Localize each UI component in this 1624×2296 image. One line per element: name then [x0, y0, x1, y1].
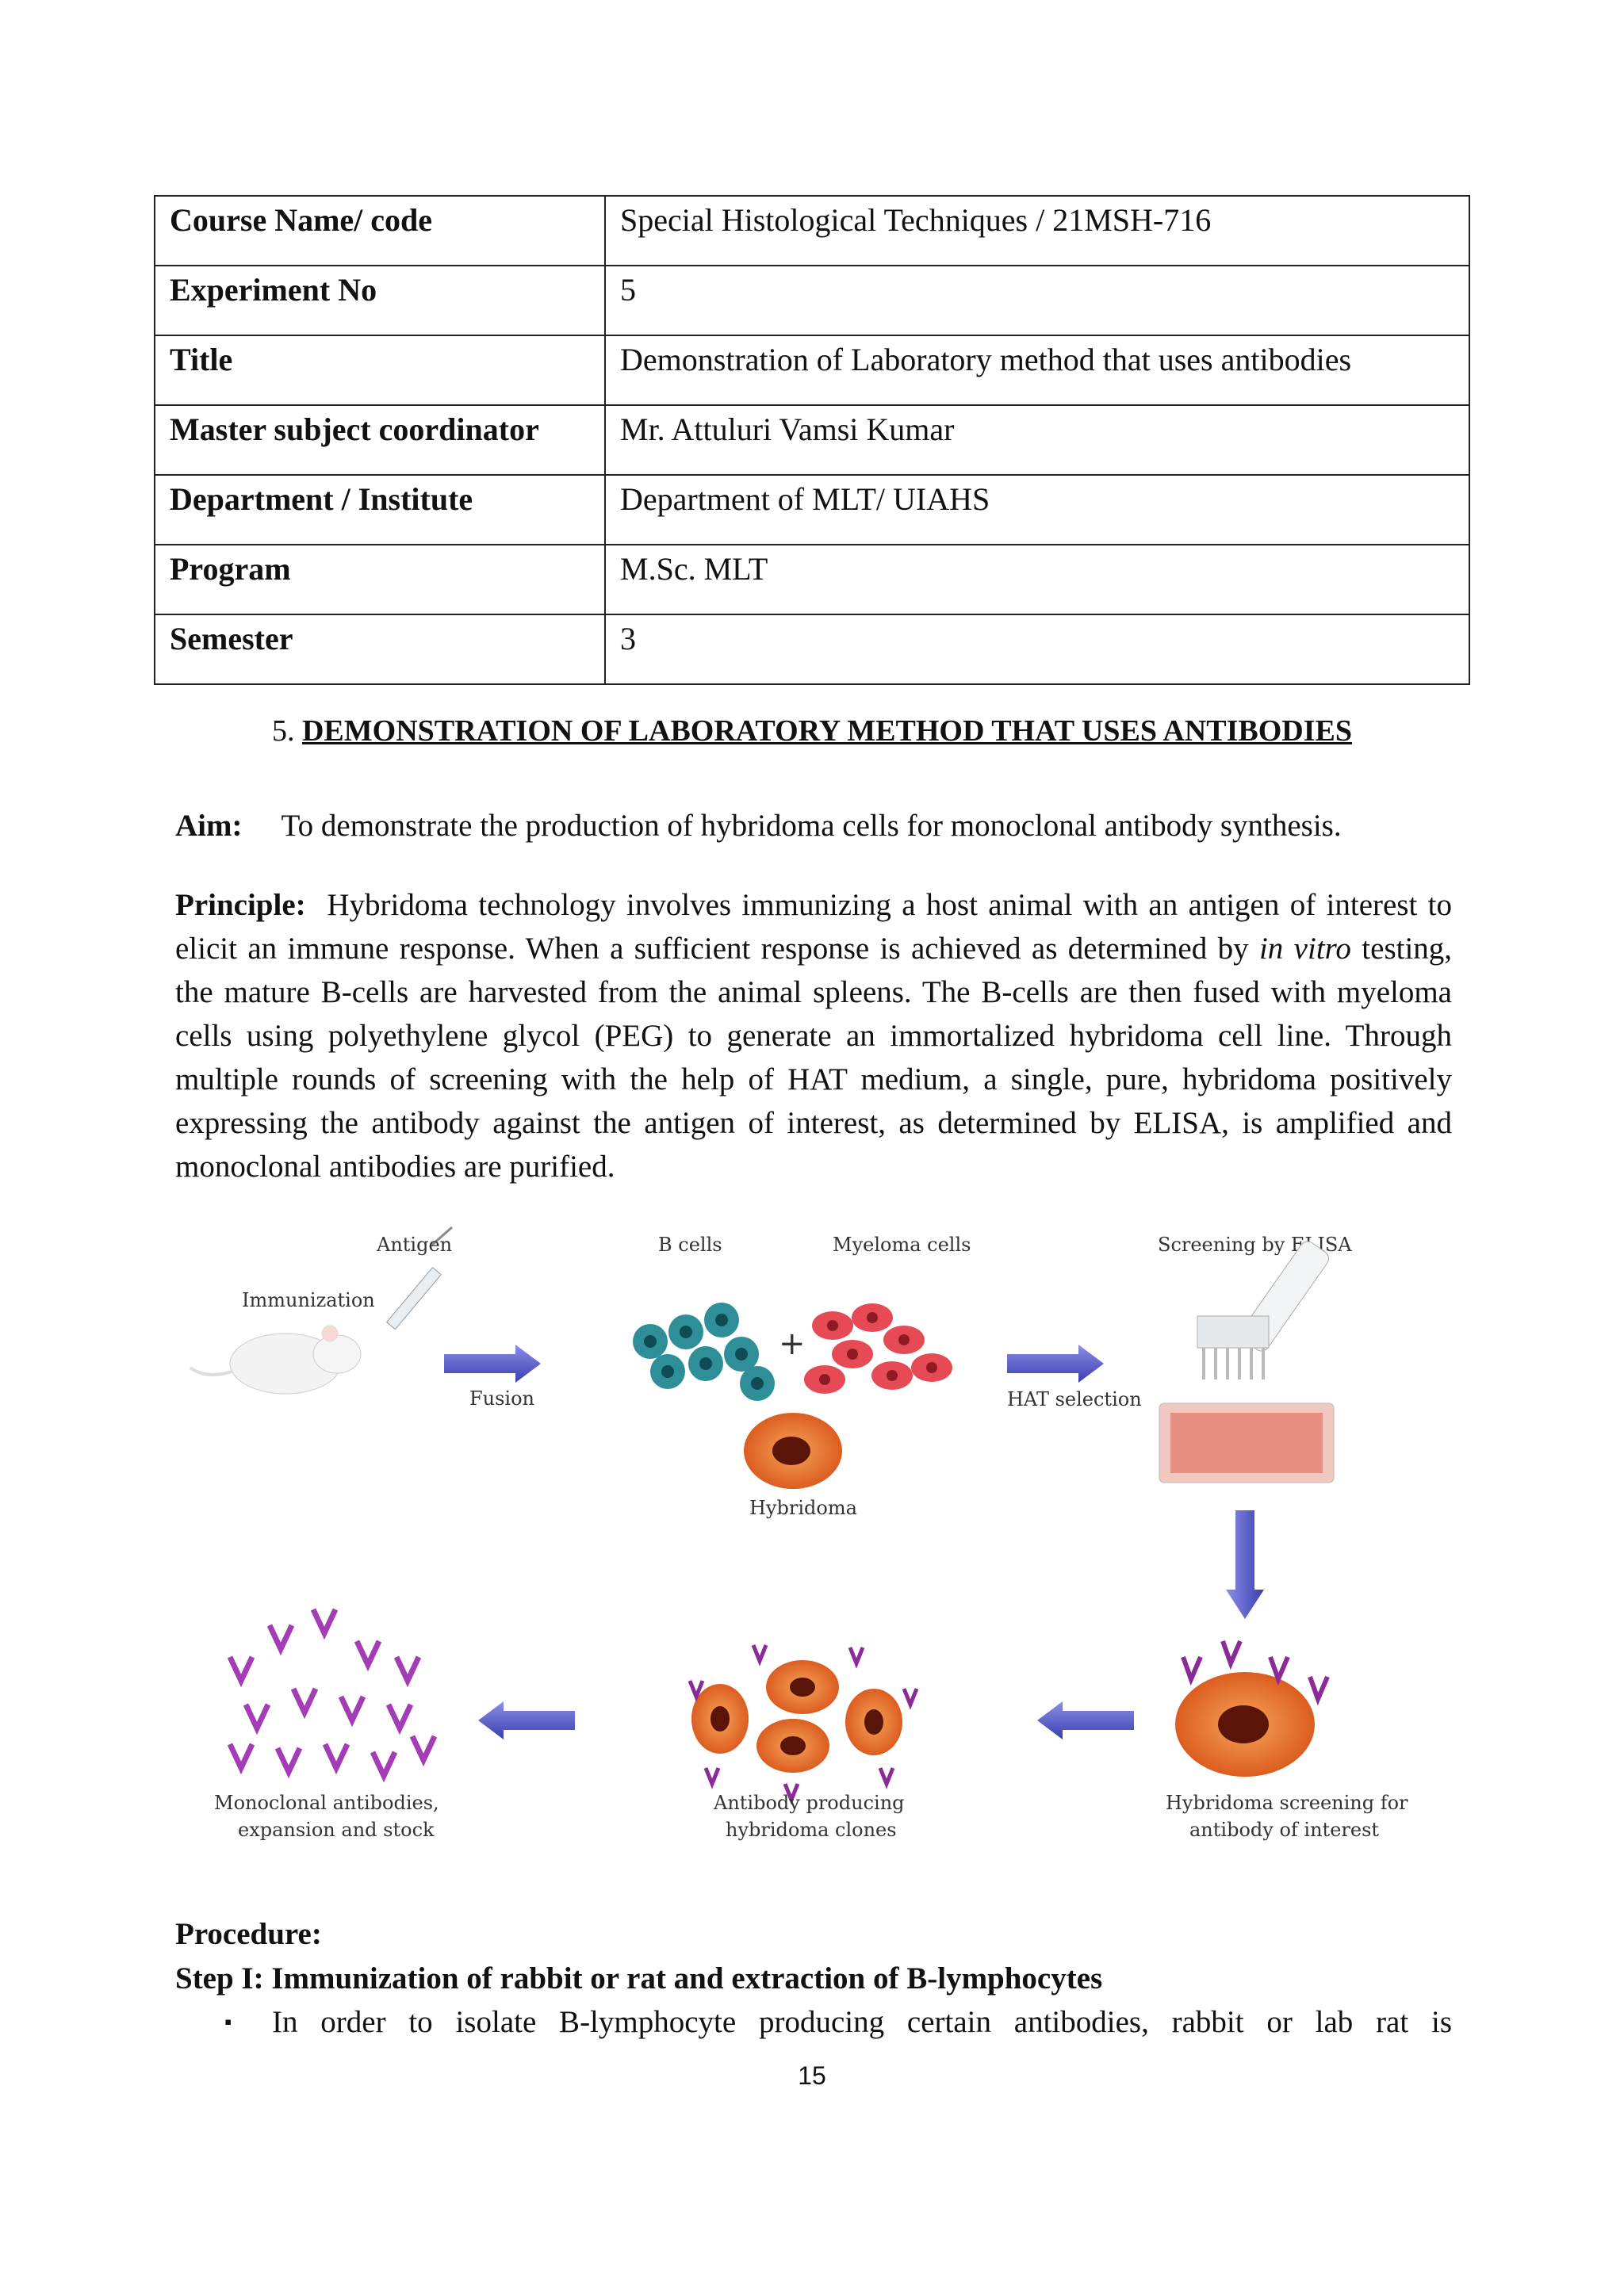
monoclonal-line2: expansion and stock — [238, 1819, 435, 1841]
immunization-label: Immunization — [242, 1289, 375, 1311]
b-cells-label: B cells — [658, 1234, 722, 1256]
principle-paragraph — [175, 883, 1452, 1188]
bullet-text: In order to isolate B-lymphocyte producing certain antibodies, rabbit or lab rat is — [272, 2005, 1452, 2039]
aim-paragraph — [175, 804, 1452, 848]
procedure-block — [175, 1912, 1102, 2001]
row-value: Special Histological Techniques / 21MSH-716 — [605, 196, 1469, 266]
row-value: Demonstration of Laboratory method that uses antibodies — [605, 335, 1469, 405]
arrow-down — [1226, 1510, 1264, 1619]
hat-selection-label: HAT selection — [1007, 1388, 1142, 1410]
plus-sign: + — [779, 1326, 806, 1362]
table-row — [155, 335, 1469, 405]
monoclonal-antibodies-icon — [230, 1609, 435, 1776]
monoclonal-line1: Monoclonal antibodies, — [214, 1792, 439, 1814]
row-label: Program — [155, 545, 605, 614]
section-heading — [0, 714, 1624, 748]
row-value: Mr. Attuluri Vamsi Kumar — [605, 405, 1469, 475]
hybridoma-screening-line2: antibody of interest — [1189, 1819, 1380, 1841]
hybridoma-clones-icon — [690, 1645, 917, 1800]
principle-label: Principle: — [175, 888, 306, 922]
b-cells-icon — [633, 1303, 775, 1401]
row-label: Course Name/ code — [155, 196, 605, 266]
principle-text-b: testing, the mature B-cells are harvested from the animal spleens. The B-cells are then fused with myeloma cells using polyethylene glycol (PEG) to generate an immortalized hybridoma cell line. Through multiple rounds of screening with the help of HAT medium, a single, pure, hybridoma positively expressing the antibody against the antigen of interest, as determined by ELISA, is amplified and monoclonal antibodies are purified. — [175, 932, 1453, 1184]
table-row — [155, 614, 1469, 684]
hybridoma-diagram — [182, 1213, 1451, 1871]
fusion-label: Fusion — [469, 1387, 535, 1410]
arrow-hat — [1007, 1345, 1104, 1383]
hybridoma-label: Hybridoma — [749, 1497, 857, 1519]
aim-text: To demonstrate the production of hybridoma cells for monoclonal antibody synthesis. — [281, 809, 1342, 843]
procedure-label: Procedure: — [175, 1917, 322, 1951]
pipette-icon — [1197, 1238, 1331, 1380]
table-row — [155, 545, 1469, 614]
table-row — [155, 405, 1469, 475]
arrow-fusion — [444, 1345, 541, 1383]
row-label: Master subject coordinator — [155, 405, 605, 475]
hybridoma-cell-icon — [744, 1413, 842, 1489]
arrow-left-1 — [1037, 1701, 1134, 1739]
aim-label: Aim: — [175, 809, 243, 843]
mouse-icon — [190, 1326, 361, 1394]
elisa-plate-icon — [1159, 1403, 1334, 1483]
row-value: 3 — [605, 614, 1469, 684]
page-number: 15 — [798, 2061, 826, 2090]
principle-text-a: Hybridoma technology involves immunizing a host animal with an antigen of interest to elicit an immune response. When a sufficient response is achieved as determined by — [175, 888, 1452, 966]
row-value: 5 — [605, 266, 1469, 335]
section-number: 5. — [271, 714, 295, 748]
clones-line1: Antibody producing — [714, 1792, 905, 1814]
antigen-label: Antigen — [377, 1234, 453, 1256]
screening-elisa-label: Screening by ELISA — [1158, 1234, 1352, 1256]
bullet-mark: ▪ — [224, 2011, 232, 2034]
row-label: Department / Institute — [155, 475, 605, 545]
row-value: Department of MLT/ UIAHS — [605, 475, 1469, 545]
row-label: Semester — [155, 614, 605, 684]
table-row — [155, 475, 1469, 545]
hybridoma-screening-line1: Hybridoma screening for — [1166, 1792, 1408, 1814]
clones-line2: hybridoma clones — [726, 1819, 897, 1841]
row-value: M.Sc. MLT — [605, 545, 1469, 614]
myeloma-cells-icon — [804, 1303, 952, 1394]
step1-heading: Step I: Immunization of rabbit or rat and extraction of B-lymphocytes — [175, 1961, 1103, 1996]
arrow-left-2 — [478, 1701, 575, 1739]
table-row — [155, 266, 1469, 335]
row-label: Title — [155, 335, 605, 405]
principle-italic: in vitro — [1258, 932, 1351, 966]
myeloma-cells-label: Myeloma cells — [833, 1234, 971, 1256]
row-label: Experiment No — [155, 266, 605, 335]
screened-hybridoma-icon — [1175, 1641, 1327, 1777]
table-row — [155, 196, 1469, 266]
course-info-table — [154, 195, 1470, 685]
section-title: DEMONSTRATION OF LABORATORY METHOD THAT USES ANTIBODIES — [301, 714, 1352, 748]
